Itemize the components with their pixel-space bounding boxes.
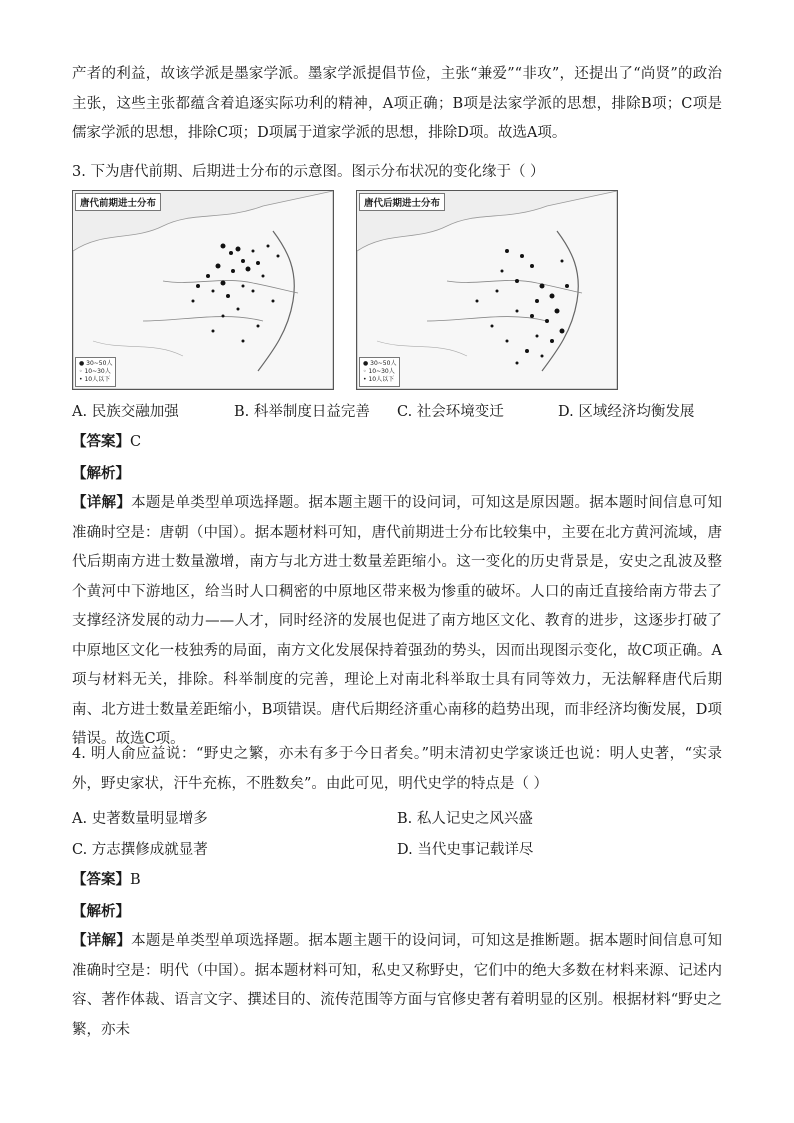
map-tang-late-legend [359, 357, 400, 387]
q4-option-c: C. 方志撰修成就显著 [72, 842, 208, 858]
q3-detail [72, 488, 722, 755]
map-tang-early-title: 唐代前期进士分布 [75, 193, 161, 211]
q3-option-b: B. 科举制度日益完善 [234, 404, 370, 420]
analysis-label: 【解析】 [72, 903, 130, 920]
q4-answer [72, 868, 732, 889]
answer-value: C [130, 434, 142, 450]
map-tang-late [356, 190, 618, 390]
detail-text: 本题是单类型单项选择题。据本题主题干的设问词，可知这是推断题。据本题时间信息可知准确时空是：明代（中国）。据本题材料可知，私史又称野史，它们中的绝大多数在材料来源、记述内容、著作体裁、语言文字、撰述目的、流传范围等方面与官修史著有着明显的区别。根据材料“野史之繁，亦未 [72, 933, 723, 1038]
q3-stem: 3. 下为唐代前期、后期进士分布的示意图。图示分布状况的变化缘于（ ） [72, 164, 545, 180]
legend-item: • 10人以下 [79, 376, 111, 383]
answer-label: 【答案】 [72, 433, 130, 450]
q4-analysis-label [72, 900, 732, 921]
legend-item: ● 30~50人 [363, 360, 397, 367]
q4-stem: 4. 明人俞应益说：“野史之繁，亦未有多于今日者矣。”明末清初史学家谈迁也说：明人史著，“实录外，野史家状，汗牛充栋，不胜数矣”。由此可见，明代史学的特点是（ ） [72, 746, 722, 792]
detail-label: 【详解】 [72, 932, 132, 949]
q3-option-c: C. 社会环境变迁 [397, 404, 504, 420]
analysis-label: 【解析】 [72, 465, 130, 482]
legend-item: ● 30~50人 [79, 360, 113, 367]
q4-option-b: B. 私人记史之风兴盛 [397, 811, 533, 827]
map-tang-late-title: 唐代后期进士分布 [359, 193, 445, 211]
detail-text: 本题是单类型单项选择题。据本题主题干的设问词，可知这是原因题。据本题时间信息可知准确时空是：唐朝（中国）。据本题材料可知，唐代前期进士分布比较集中，主要在北方黄河流域，唐代后期南方进士数量激增，南方与北方进士数量差距缩小。这一变化的历史背景是，安史之乱波及整个黄河中下游地区，给当时人口稠密的中原地区带来极为惨重的破坏。人口的南迁直接给南方带去了支撑经济发展的动力——人才，同时经济的发展也促进了南方地区文化、教育的进步，这逐步打破了中原地区文化一枝独秀的局面，南方文化发展保持着强劲的势头，因而出现图示变化，故C项正确。A项与材料无关，排除。科举制度的完善，理论上对南北科举取士具有同等效力，无法解释唐代后期南、北方进士数量差距缩小，B项错误。唐代后期经济重心南移的趋势出现，而非经济均衡发展，D项错误。故选C项。 [72, 495, 723, 747]
legend-item: ◦ 10~30人 [363, 368, 395, 375]
q4-option-a: A. 史著数量明显增多 [72, 811, 208, 827]
answer-label: 【答案】 [72, 871, 130, 888]
map-tang-early [72, 190, 334, 390]
q3-analysis-label [72, 462, 732, 483]
q3-answer [72, 430, 732, 451]
legend-item: • 10人以下 [363, 376, 395, 383]
answer-value: B [130, 872, 141, 888]
map-tang-early-legend [75, 357, 116, 387]
detail-label: 【详解】 [72, 494, 132, 511]
legend-item: ◦ 10~30人 [79, 368, 111, 375]
q4-detail [72, 926, 722, 1045]
q3-option-a: A. 民族交融加强 [72, 404, 179, 420]
q4-option-d: D. 当代史事记载详尽 [397, 842, 534, 858]
intro-paragraph: 产者的利益，故该学派是墨家学派。墨家学派提倡节俭，主张“兼爱”“非攻”，还提出了“尚贤”的政治主张，这些主张都蕴含着追逐实际功利的精神，A项正确；B项是法家学派的思想，排除B项；C项是儒家学派的思想，排除C项；D项属于道家学派的思想，排除D项。故选A项。 [72, 66, 722, 141]
q3-option-d: D. 区域经济均衡发展 [558, 404, 695, 420]
